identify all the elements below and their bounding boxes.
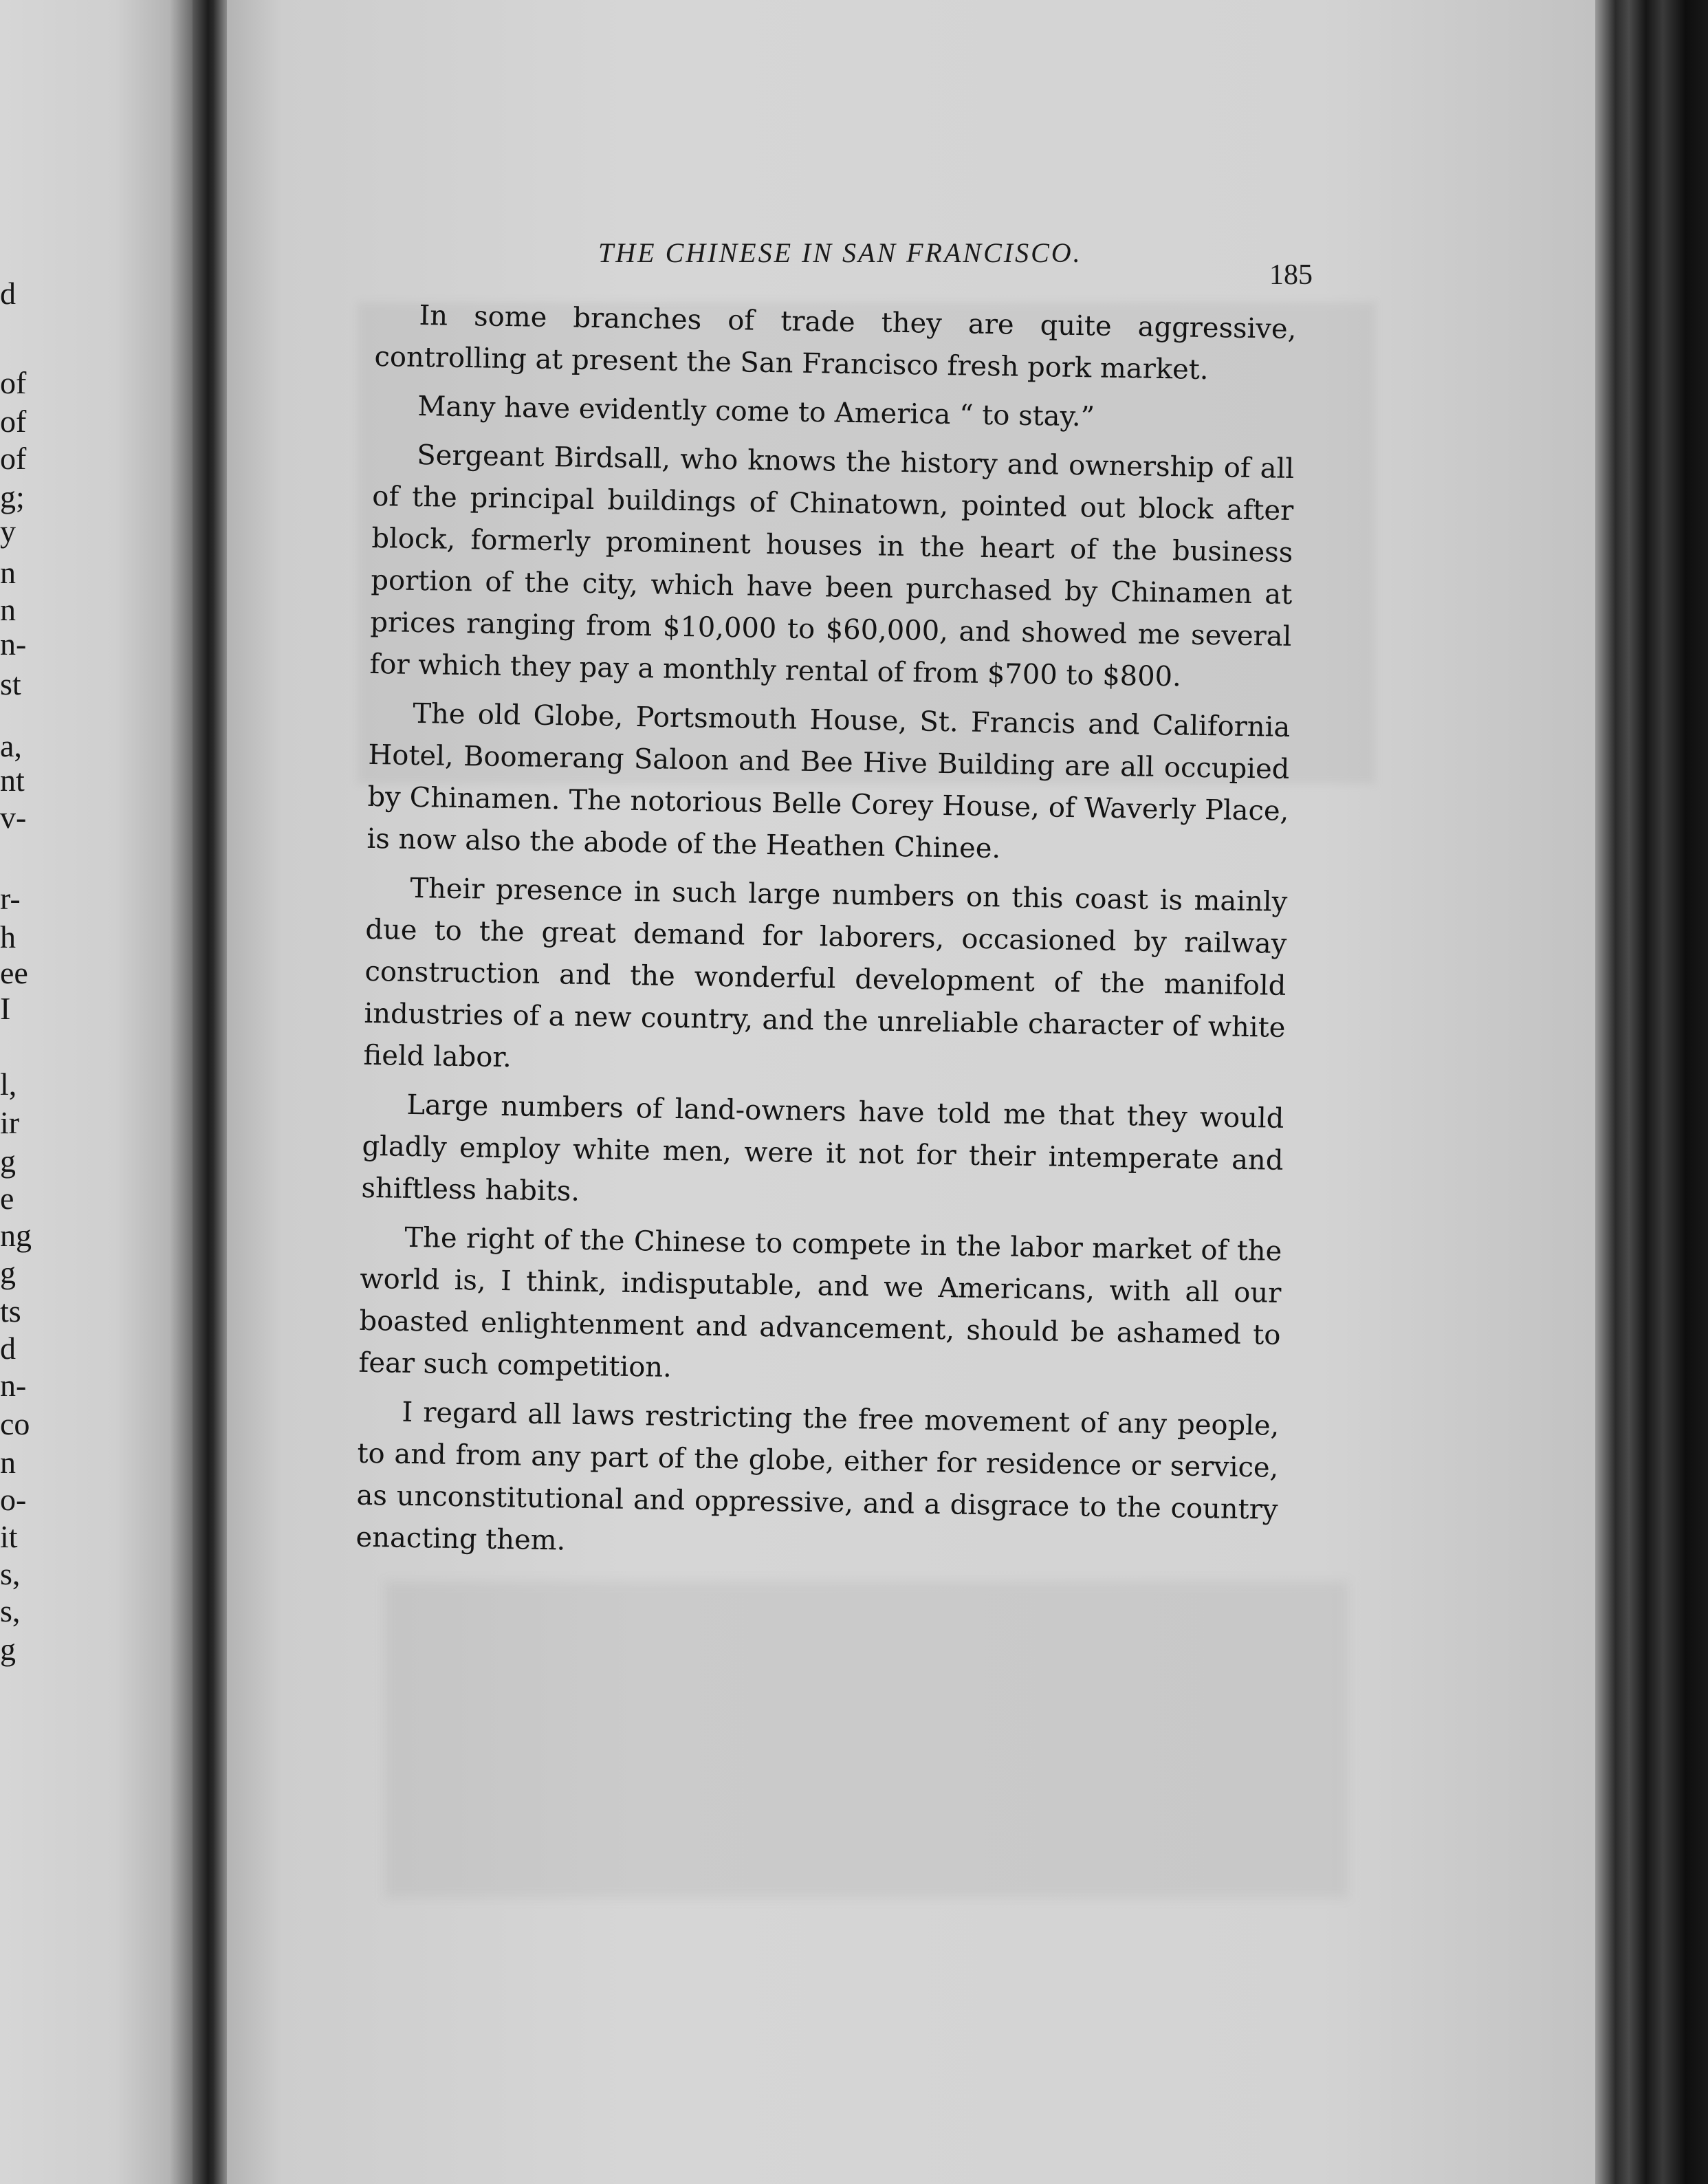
left-page-fragment: n: [0, 555, 16, 590]
paragraph: Large numbers of land-owners have told me that they would gladly employ white men, were it not for their intemperate and shiftless habits.: [361, 1089, 1284, 1208]
left-page-fragment: a,: [0, 728, 22, 763]
left-page-fragment: r-: [0, 881, 21, 916]
left-page-fragment: g: [0, 1255, 16, 1290]
running-head: THE CHINESE IN SAN FRANCISCO.: [598, 237, 1082, 268]
left-page-fragment: d: [0, 1331, 16, 1366]
left-page-fragment: co: [0, 1406, 30, 1441]
paragraph: I regard all laws restricting the free movement of any people, to and from any part of the globe, either for residence or service, as unconstitutional and oppressive, and a disgrace to the country enacting them.: [355, 1396, 1280, 1557]
paragraph: The old Globe, Portsmouth House, St. Francis and California Hotel, Boomerang Saloon and Bee Hive Building are all occupied by Chinamen. The notorious Belle Corey House, of Waverly Place, is now also the abode of the Heathen Chinee.: [366, 697, 1291, 865]
paragraph: In some branches of trade they are quite aggressive, controlling at present the San Francisco fresh pork market.: [374, 300, 1297, 386]
left-page-fragment: nt: [0, 763, 25, 798]
left-page-edge: [0, 0, 193, 2184]
paragraph: The right of the Chinese to compete in the labor market of the world is, I think, indisputable, and we Americans, with all our boasted enlightenment and advancement, should be ashamed to fear such competition.: [358, 1221, 1282, 1384]
left-page-fragment: n: [0, 1445, 16, 1480]
left-page-fragment: o-: [0, 1482, 27, 1517]
left-page-fragment: v-: [0, 800, 27, 835]
left-page-fragment: n-: [0, 626, 27, 662]
left-page-fragment: ir: [0, 1105, 20, 1140]
left-page-fragment: st: [0, 666, 21, 701]
paragraph: Sergeant Birdsall, who knows the history and ownership of all of the principal buildings of Chinatown, pointed out block after block, formerly prominent houses in the heart of the business portion of the city, which have been purchased by Chinamen at prices ranging from $10,000 to $60,000, and showed me several for which they pay a monthly rental of from $700 to $800.: [369, 439, 1295, 693]
left-page-fragment: ts: [0, 1293, 21, 1329]
left-page-fragment: e: [0, 1181, 14, 1216]
left-page-fragment: l,: [0, 1067, 17, 1102]
body-text: [355, 294, 1297, 1580]
left-page-fragment: n-: [0, 1368, 27, 1403]
left-page-fragment: g: [0, 1632, 16, 1667]
left-page-fragment: g;: [0, 479, 25, 514]
left-page-fragment: I: [0, 991, 11, 1026]
book-gutter: [193, 0, 227, 2184]
paragraph: Their presence in such large numbers on this coast is mainly due to the great demand for laborers, occasioned by railway construction and the wonderful development of the manifold industries of a new country, and the unreliable character of white field labor.: [363, 872, 1288, 1074]
left-page-fragment: s,: [0, 1593, 21, 1628]
left-page-fragment: h: [0, 919, 16, 954]
paragraph: Many have evidently come to America “ to stay.”: [417, 390, 1095, 433]
left-page-fragment: y: [0, 514, 16, 549]
left-page-fragment: of: [0, 365, 27, 400]
page-number: 185: [1269, 259, 1313, 291]
left-page-fragment: d: [0, 276, 16, 311]
left-page-fragment: ng: [0, 1218, 32, 1253]
page-stack-edge: [1595, 0, 1708, 2184]
left-page-fragment: g: [0, 1144, 16, 1179]
left-page-fragment: s,: [0, 1556, 21, 1591]
show-through-shadow: [385, 1582, 1348, 1898]
left-page-fragment: ee: [0, 955, 28, 990]
left-page-fragment: of: [0, 404, 27, 439]
left-page-fragment: it: [0, 1519, 18, 1554]
left-page-fragment: n: [0, 592, 16, 627]
left-page-fragment: of: [0, 441, 27, 476]
